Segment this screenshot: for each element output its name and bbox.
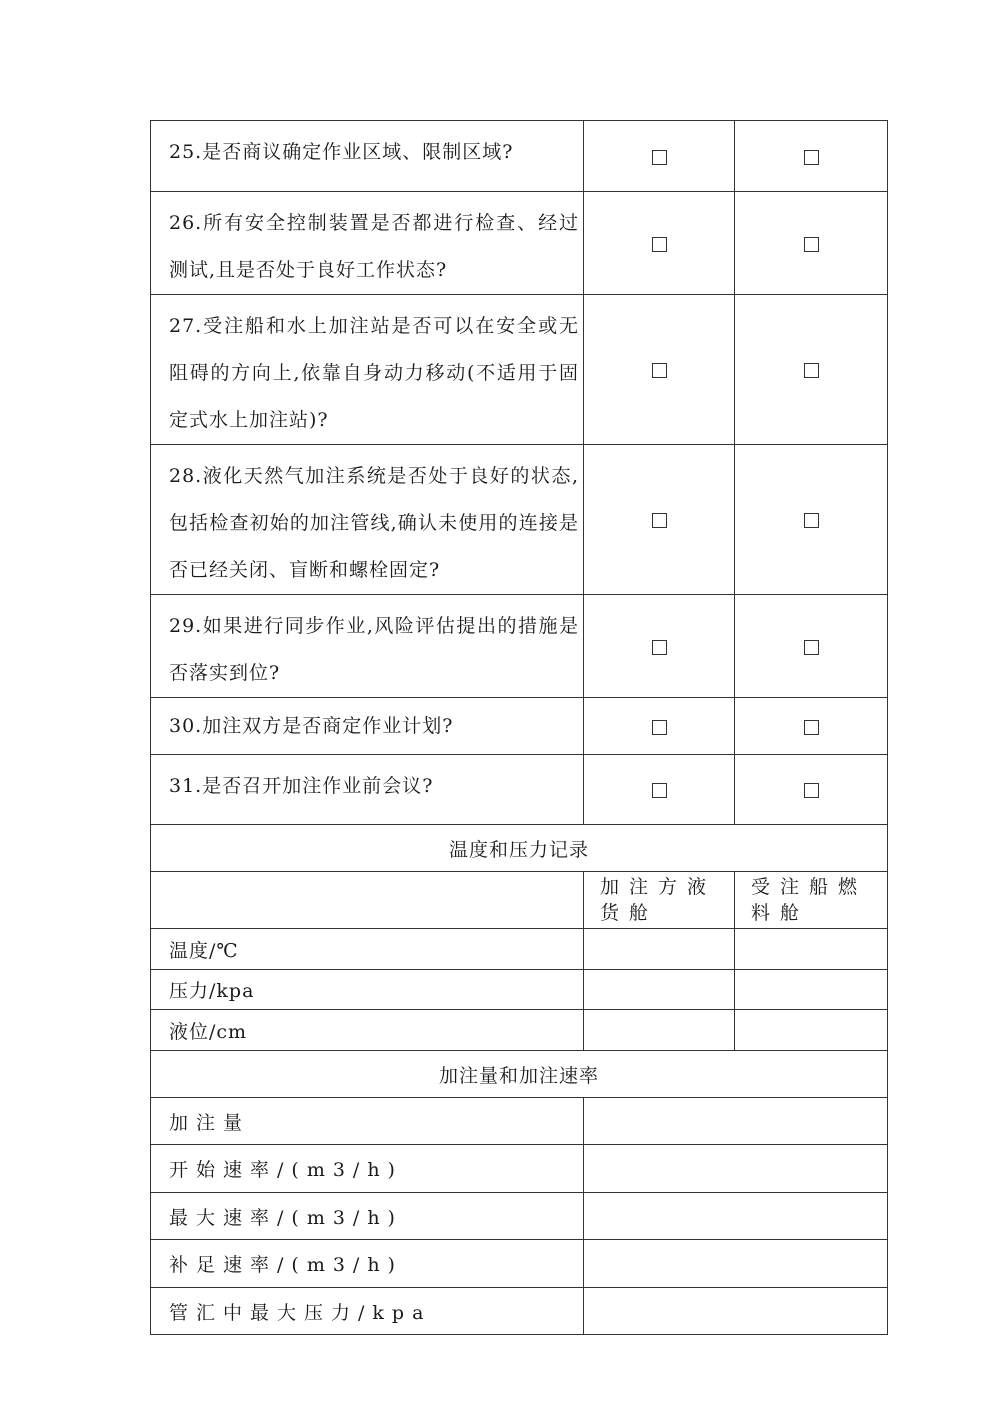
checkbox[interactable]	[804, 513, 819, 528]
checklist-table	[150, 120, 888, 1335]
checkbox-cell	[584, 445, 735, 595]
topping-rate-value-field[interactable]	[584, 1240, 888, 1288]
checklist-row	[151, 755, 888, 825]
checkbox-cell	[584, 295, 735, 445]
receiving-tank-value-field[interactable]	[735, 929, 888, 970]
receiving-tank-value-field[interactable]	[735, 1010, 888, 1051]
checkbox[interactable]	[652, 720, 667, 735]
checkbox-cell	[735, 755, 888, 825]
bunkering-tank-column-header: 加注方液货舱	[584, 872, 735, 929]
start-rate-label: 开始速率/(m3/h)	[151, 1145, 584, 1193]
checklist-row	[151, 192, 888, 295]
max-rate-label: 最大速率/(m3/h)	[151, 1193, 584, 1240]
rate-row	[151, 1240, 888, 1288]
manifold-max-pressure-label: 管汇中最大压力/kpa	[151, 1288, 584, 1335]
blank-cell	[151, 872, 584, 929]
bunkering-tank-value-field[interactable]	[584, 1010, 735, 1051]
question-text: 31.是否召开加注作业前会议?	[151, 755, 584, 825]
question-text: 30.加注双方是否商定作业计划?	[151, 698, 584, 755]
checkbox-cell	[735, 192, 888, 295]
question-text: 29.如果进行同步作业,风险评估提出的措施是否落实到位?	[151, 595, 584, 698]
checkbox[interactable]	[652, 237, 667, 252]
rate-row	[151, 1145, 888, 1193]
checkbox-cell	[735, 445, 888, 595]
checkbox[interactable]	[652, 150, 667, 165]
rate-row	[151, 1193, 888, 1240]
checklist-row	[151, 698, 888, 755]
section-header-row	[151, 1051, 888, 1098]
start-rate-value-field[interactable]	[584, 1145, 888, 1193]
quantity-value-field[interactable]	[584, 1098, 888, 1145]
question-text: 27.受注船和水上加注站是否可以在安全或无阻碍的方向上,依靠自身动力移动(不适用于固定式水上加注站)?	[151, 295, 584, 445]
temp-row	[151, 929, 888, 970]
checkbox[interactable]	[804, 237, 819, 252]
checkbox-cell	[584, 698, 735, 755]
checkbox-cell	[584, 192, 735, 295]
checkbox[interactable]	[652, 513, 667, 528]
checkbox-cell	[584, 755, 735, 825]
question-text: 25.是否商议确定作业区域、限制区域?	[151, 121, 584, 192]
quantity-label: 加注量	[151, 1098, 584, 1145]
max-rate-value-field[interactable]	[584, 1193, 888, 1240]
receiving-tank-value-field[interactable]	[735, 970, 888, 1010]
checkbox[interactable]	[804, 640, 819, 655]
checkbox-cell	[735, 295, 888, 445]
checkbox[interactable]	[652, 363, 667, 378]
checkbox-cell	[735, 121, 888, 192]
checklist-row	[151, 295, 888, 445]
bunkering-tank-value-field[interactable]	[584, 929, 735, 970]
question-text: 28.液化天然气加注系统是否处于良好的状态,包括检查初始的加注管线,确认未使用的连接是否已经关闭、盲断和螺栓固定?	[151, 445, 584, 595]
checkbox[interactable]	[652, 640, 667, 655]
temp-section-title: 温度和压力记录	[151, 825, 888, 872]
rate-row	[151, 1098, 888, 1145]
temp-row	[151, 970, 888, 1010]
checkbox-cell	[584, 595, 735, 698]
temperature-label: 温度/℃	[151, 929, 584, 970]
rate-row	[151, 1288, 888, 1335]
section-header-row	[151, 825, 888, 872]
pressure-label: 压力/kpa	[151, 970, 584, 1010]
receiving-tank-column-header: 受注船燃料舱	[735, 872, 888, 929]
rate-section-title: 加注量和加注速率	[151, 1051, 888, 1098]
checkbox[interactable]	[804, 720, 819, 735]
checkbox-cell	[584, 121, 735, 192]
checkbox[interactable]	[804, 150, 819, 165]
checkbox[interactable]	[804, 783, 819, 798]
checkbox[interactable]	[804, 363, 819, 378]
temp-row	[151, 1010, 888, 1051]
topping-rate-label: 补足速率/(m3/h)	[151, 1240, 584, 1288]
question-text: 26.所有安全控制装置是否都进行检查、经过测试,且是否处于良好工作状态?	[151, 192, 584, 295]
checklist-row	[151, 445, 888, 595]
checkbox[interactable]	[652, 783, 667, 798]
checkbox-cell	[735, 595, 888, 698]
checklist-row	[151, 595, 888, 698]
manifold-max-pressure-value-field[interactable]	[584, 1288, 888, 1335]
temp-column-header-row	[151, 872, 888, 929]
bunkering-tank-value-field[interactable]	[584, 970, 735, 1010]
checkbox-cell	[735, 698, 888, 755]
level-label: 液位/cm	[151, 1010, 584, 1051]
checklist-row	[151, 121, 888, 192]
